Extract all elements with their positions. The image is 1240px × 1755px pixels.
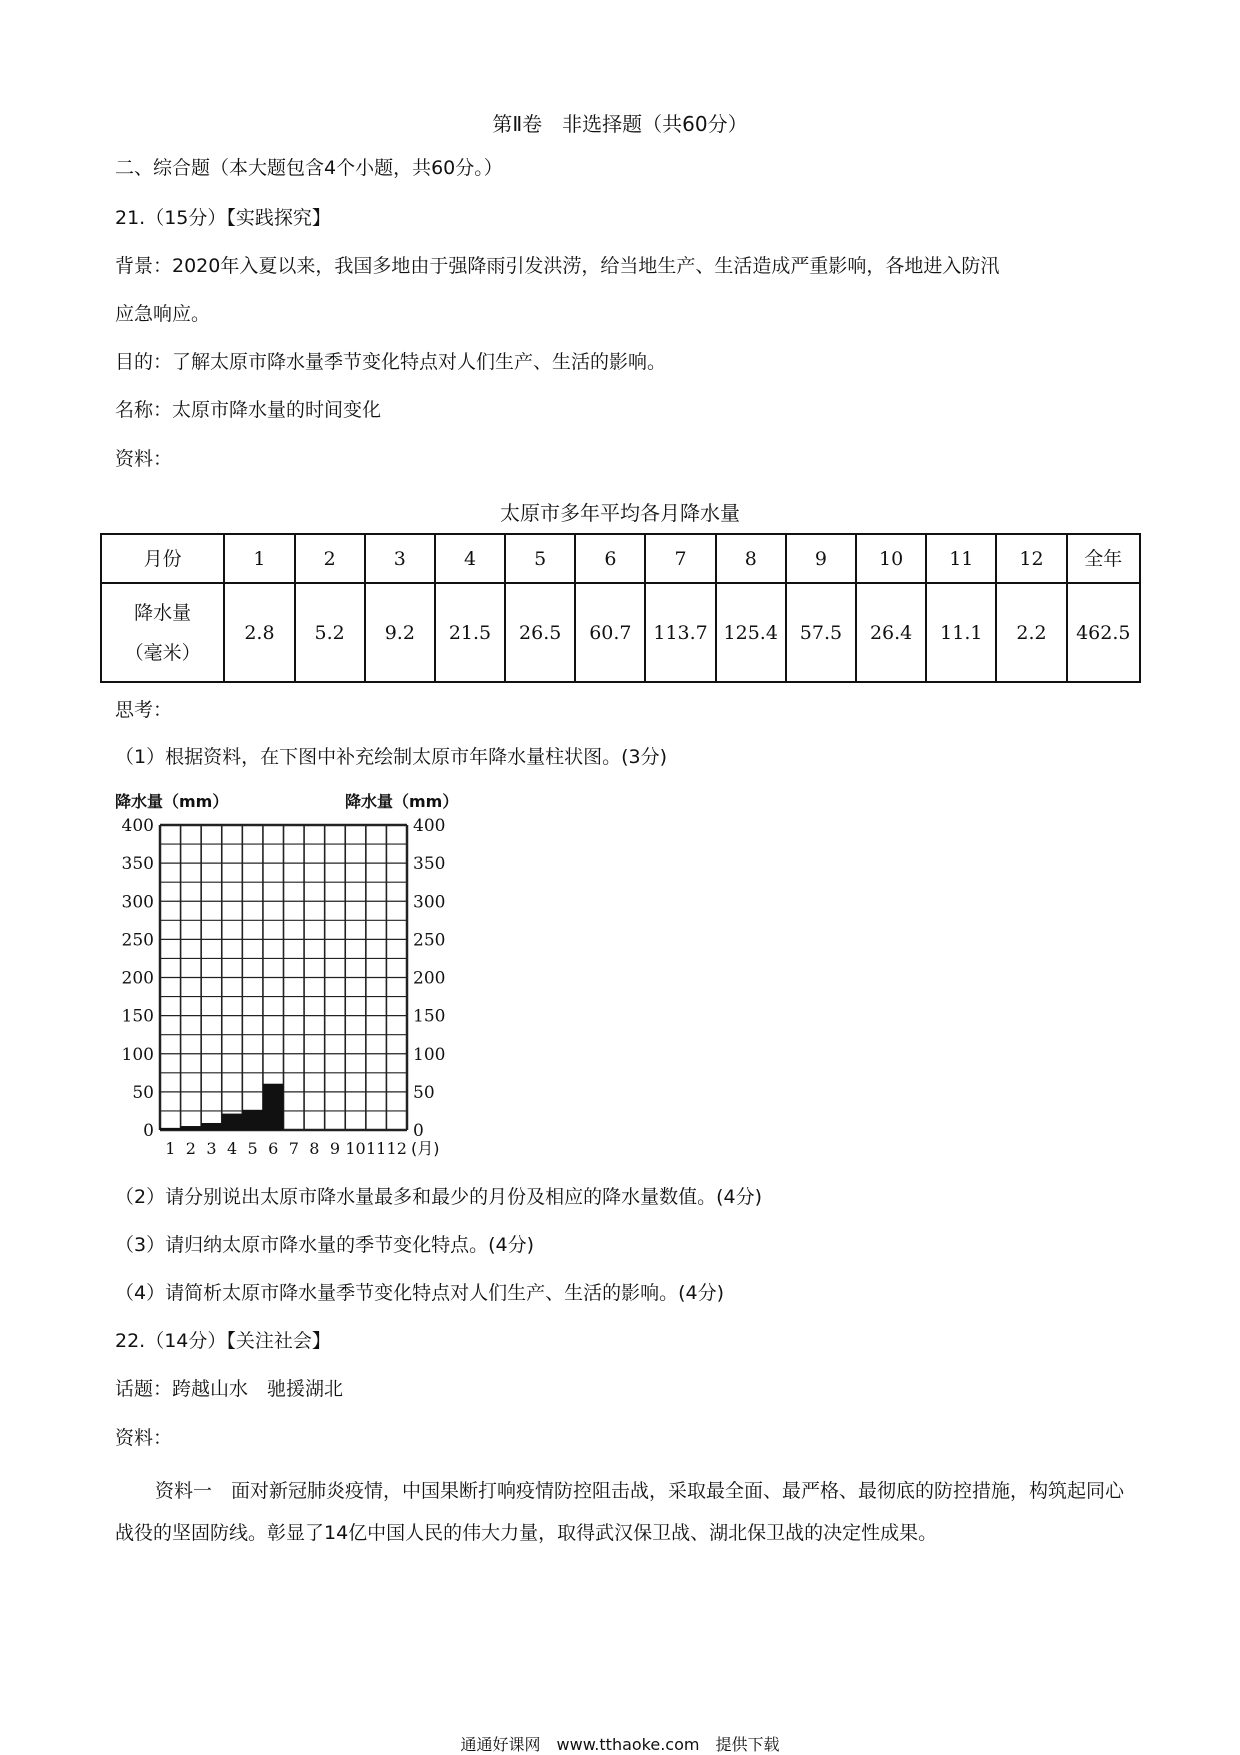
q21-material-label: 资料：: [115, 448, 173, 470]
y-tick-label-left: 400: [121, 816, 154, 836]
section-title: 第Ⅱ卷 非选择题（共60分）: [492, 112, 748, 136]
rainfall-cell: 60.7: [575, 583, 645, 682]
sub-question-4: （4）请简析太原市降水量季节变化特点对人们生产、生活的影响。(4分): [115, 1282, 725, 1304]
rainfall-cell: 2.2: [996, 583, 1066, 682]
rainfall-cell-annual: 462.5: [1067, 583, 1140, 682]
x-unit-label: (月): [411, 1139, 440, 1158]
rainfall-cell: 26.5: [505, 583, 575, 682]
rainfall-table: [100, 533, 1141, 683]
table-row-months: [101, 534, 1140, 583]
x-tick-label: 12: [386, 1139, 407, 1158]
y-tick-label-left: 150: [121, 1006, 154, 1027]
y-tick-label-right: 400: [413, 816, 446, 836]
rainfall-cell: 2.8: [224, 583, 294, 682]
x-tick-label: 4: [226, 1139, 238, 1158]
q22-topic: 话题：跨越山水 驰援湖北: [115, 1378, 344, 1400]
x-tick-label: 8: [309, 1139, 320, 1158]
rainfall-cell: 11.1: [926, 583, 996, 682]
rainfall-header-line1: 降水量: [134, 601, 192, 624]
rainfall-header: [101, 583, 224, 682]
x-tick-label: 2: [185, 1139, 196, 1158]
month-cell: 8: [716, 534, 786, 583]
y-tick-label-right: 300: [413, 892, 446, 913]
q22-heading: 22.（14分）【关注社会】: [115, 1330, 331, 1352]
month-cell: 7: [645, 534, 715, 583]
y-tick-label-left: 100: [121, 1044, 154, 1065]
q21-purpose: 目的：了解太原市降水量季节变化特点对人们生产、生活的影响。: [115, 351, 667, 373]
precipitation-bar-chart: [105, 785, 485, 1160]
x-tick-label: 6: [268, 1139, 279, 1158]
table-title: 太原市多年平均各月降水量: [500, 501, 740, 525]
y-tick-label-right: 100: [413, 1044, 446, 1065]
sub-question-2: （2）请分别说出太原市降水量最多和最少的月份及相应的降水量数值。(4分): [115, 1186, 763, 1208]
rainfall-cell: 57.5: [786, 583, 856, 682]
q21-name: 名称：太原市降水量的时间变化: [115, 399, 382, 421]
q21-background-line1: 背景：2020年入夏以来，我国多地由于强降雨引发洪涝，给当地生产、生活造成严重影响，各地进入防汛: [115, 255, 1000, 277]
month-header: 月份: [101, 534, 224, 583]
y-tick-label-right: 50: [413, 1082, 435, 1103]
y-tick-label-left: 250: [121, 930, 154, 951]
rainfall-cell: 113.7: [645, 583, 715, 682]
x-tick-label: 5: [247, 1139, 258, 1158]
y-tick-label-left: 200: [121, 968, 154, 989]
x-tick-label: 1: [165, 1139, 176, 1158]
y-tick-label-right: 200: [413, 968, 446, 989]
month-cell-annual: 全年: [1067, 534, 1140, 583]
q22-material1: 资料一 面对新冠肺炎疫情，中国果断打响疫情防控阻击战，采取最全面、最严格、最彻底的防控措施，构筑起同心战役的坚固防线。彰显了14亿中国人民的伟大力量，取得武汉保卫战、湖北保卫战的决定性成果。: [115, 1480, 1125, 1544]
y-tick-label-right: 0: [413, 1121, 424, 1141]
rainfall-cell: 26.4: [856, 583, 926, 682]
y-tick-label-right: 250: [413, 930, 446, 951]
table-row-rainfall: [101, 583, 1140, 682]
month-cell: 5: [505, 534, 575, 583]
bar-month-1: [160, 1128, 181, 1130]
sub-question-1: （1）根据资料，在下图中补充绘制太原市年降水量柱状图。(3分): [115, 746, 668, 768]
sub-question-3: （3）请归纳太原市降水量的季节变化特点。(4分): [115, 1234, 535, 1256]
x-tick-label: 10: [345, 1139, 366, 1158]
bar-month-4: [222, 1114, 243, 1130]
rainfall-cell: 125.4: [716, 583, 786, 682]
month-cell: 11: [926, 534, 996, 583]
y-axis-title-left: 降水量（mm）: [115, 792, 229, 811]
y-tick-label-left: 350: [121, 854, 154, 875]
q22-material-label: 资料：: [115, 1427, 173, 1449]
rainfall-cell: 21.5: [435, 583, 505, 682]
bar-month-6: [263, 1084, 284, 1130]
rainfall-cell: 9.2: [365, 583, 435, 682]
bar-month-3: [201, 1123, 222, 1130]
month-cell: 4: [435, 534, 505, 583]
month-cell: 9: [786, 534, 856, 583]
q21-background-line2: 应急响应。: [115, 303, 211, 325]
bar-month-2: [181, 1126, 202, 1130]
think-label: 思考：: [115, 699, 173, 721]
month-cell: 2: [295, 534, 365, 583]
month-cell: 6: [575, 534, 645, 583]
y-tick-label-left: 300: [121, 892, 154, 913]
y-axis-title-right: 降水量（mm）: [345, 792, 459, 811]
q21-heading: 21.（15分）【实践探究】: [115, 207, 331, 229]
y-tick-label-right: 150: [413, 1006, 446, 1027]
x-tick-label: 3: [206, 1139, 217, 1158]
month-cell: 3: [365, 534, 435, 583]
rainfall-cell: 5.2: [295, 583, 365, 682]
month-cell: 1: [224, 534, 294, 583]
y-tick-label-left: 50: [132, 1082, 154, 1103]
y-tick-label-right: 350: [413, 854, 446, 875]
y-tick-label-left: 0: [143, 1121, 154, 1141]
x-tick-label: 7: [288, 1139, 299, 1158]
month-cell: 12: [996, 534, 1066, 583]
part-heading: 二、综合题（本大题包含4个小题，共60分。）: [115, 157, 503, 179]
bar-month-5: [242, 1110, 263, 1130]
x-tick-label: 11: [365, 1139, 387, 1158]
x-tick-label: 9: [329, 1139, 341, 1158]
footer-source: 通通好课网 www.tthaoke.com 提供下载: [460, 1735, 780, 1754]
rainfall-header-line2: （毫米）: [124, 641, 201, 664]
month-cell: 10: [856, 534, 926, 583]
